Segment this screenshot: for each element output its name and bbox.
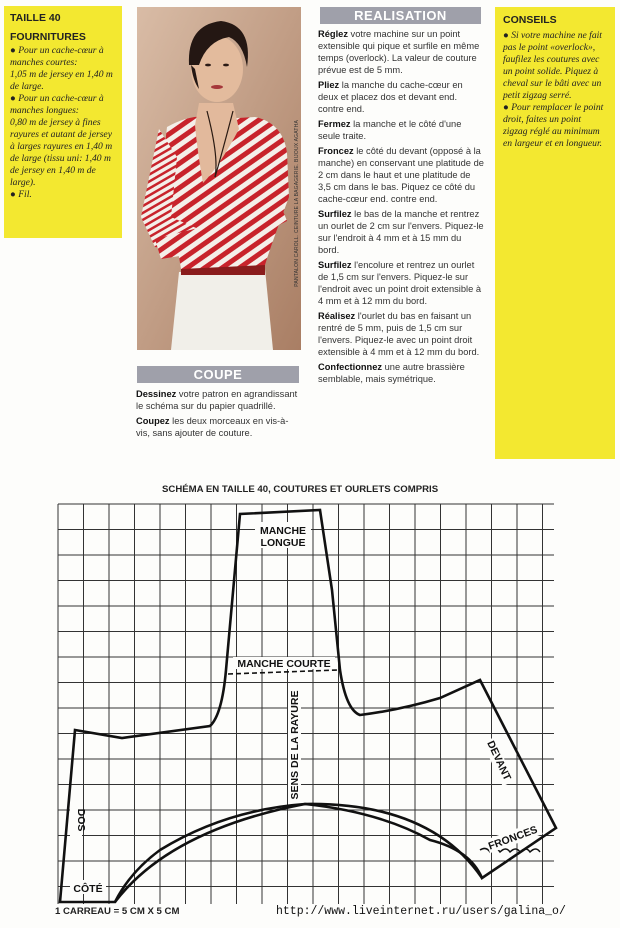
model-illustration — [137, 7, 301, 350]
model-photo — [137, 7, 301, 350]
fournitures-title: FOURNITURES — [10, 31, 86, 43]
coupe-header: COUPE — [137, 366, 299, 383]
fourniture-item: 0,80 m de jersey à fines rayures et autant de jersey à larges rayures en 1,40 m de large (tissu uni: 1,40 m de jersey en 1,40 m de large). — [10, 117, 113, 188]
instruction-paragraph: Réglez votre machine sur un point extensible qui pique et surfile en même temps (overlock). La valeur de couture prévue est de 5 mm. — [318, 29, 480, 75]
instruction-paragraph: Pliez la manche du cache-cœur en deux et placez dos et devant end. contre end. — [318, 80, 463, 114]
label-manche-courte: MANCHE COURTE — [237, 658, 331, 670]
instruction-paragraph: Fermez la manche et le côté d'une seule traite. — [318, 119, 462, 141]
fourniture-item: ● Fil. — [10, 189, 32, 200]
label-devant: DEVANT — [484, 738, 514, 783]
label-fronces: FRONCES — [486, 823, 540, 853]
conseil-item: ● Pour remplacer le point droit, faites un point zigzag réglé au minimum en largeur et en longueur. — [503, 102, 604, 149]
instruction-paragraph: Surfilez l'encolure et rentrez un ourlet de 1,5 cm sur l'envers. Piquez-le sur l'endroit avec un point droit extensible à 4 mm et à 12 mm du bord. — [318, 260, 482, 306]
fourniture-item: 1,05 m de jersey en 1,40 m de large. — [10, 69, 113, 92]
instruction-paragraph: Surfilez le bas de la manche et rentrez un ourlet de 2 cm sur l'envers. Piquez-le sur l'endroit à 4 mm et à 15 mm du bord. — [318, 209, 484, 255]
instruction-paragraph: Coupez les deux morceaux en vis-à-vis, sans ajouter de couture. — [136, 416, 289, 438]
conseils-panel — [495, 7, 615, 459]
photo-credit: PANTALON CAROLL. CEINTURE LA BAGAGERIE. BIJOUX AGATHA — [294, 120, 300, 287]
grid — [58, 504, 554, 904]
manche-courte-line — [228, 670, 338, 674]
fourniture-item: ● Pour un cache-cœur à manches longues: — [10, 93, 104, 116]
instruction-paragraph: Dessinez votre patron en agrandissant le schéma sur du papier quadrillé. — [136, 389, 298, 411]
pattern-schema — [50, 500, 560, 905]
schema-title: SCHÉMA EN TAILLE 40, COUTURES ET OURLETS COMPRIS — [162, 484, 439, 495]
source-url: http://www.liveinternet.ru/users/galina_o/ — [276, 905, 566, 918]
coupe-text — [136, 388, 302, 442]
conseil-item: ● Si votre machine ne fait pas le point «overlock», faufilez les coutures avec un point solide. Piquez à cheval sur le bâti avec un petit zigzag serré. — [503, 30, 602, 101]
label-longue: LONGUE — [260, 537, 306, 549]
label-cote: CÔTÉ — [73, 883, 103, 895]
instruction-paragraph: Réalisez l'ourlet du bas en faisant un rentré de 5 mm, puis de 1,5 cm sur l'envers. Piquez-le avec un point droit extensible à 4 mm et à 12 mm du bord. — [318, 311, 480, 357]
fourniture-item: ● Pour un cache-cœur à manches courtes: — [10, 45, 104, 68]
conseils-title: CONSEILS — [503, 14, 557, 26]
neckline-curve — [115, 804, 482, 902]
realisation-header: REALISATION — [320, 7, 481, 24]
instruction-paragraph: Confectionnez une autre brassière semblable, mais symétrique. — [318, 362, 465, 384]
size-title: TAILLE 40 — [10, 12, 61, 24]
instruction-paragraph: Froncez le côté du devant (opposé à la manche) en conservant une platitude de 2 cm dans le haut et une platitude de 3,5 cm dans le bas. Piquez ce côté du cache-cœur end. contre end. — [318, 146, 484, 204]
fournitures-panel — [4, 6, 122, 238]
scale-note: 1 CARREAU = 5 CM X 5 CM — [55, 906, 180, 917]
label-manche: MANCHE — [259, 525, 307, 537]
label-dos: DOS — [75, 808, 87, 832]
label-sens-rayure: SENS DE LA RAYURE — [289, 690, 301, 800]
realisation-text — [318, 28, 484, 388]
